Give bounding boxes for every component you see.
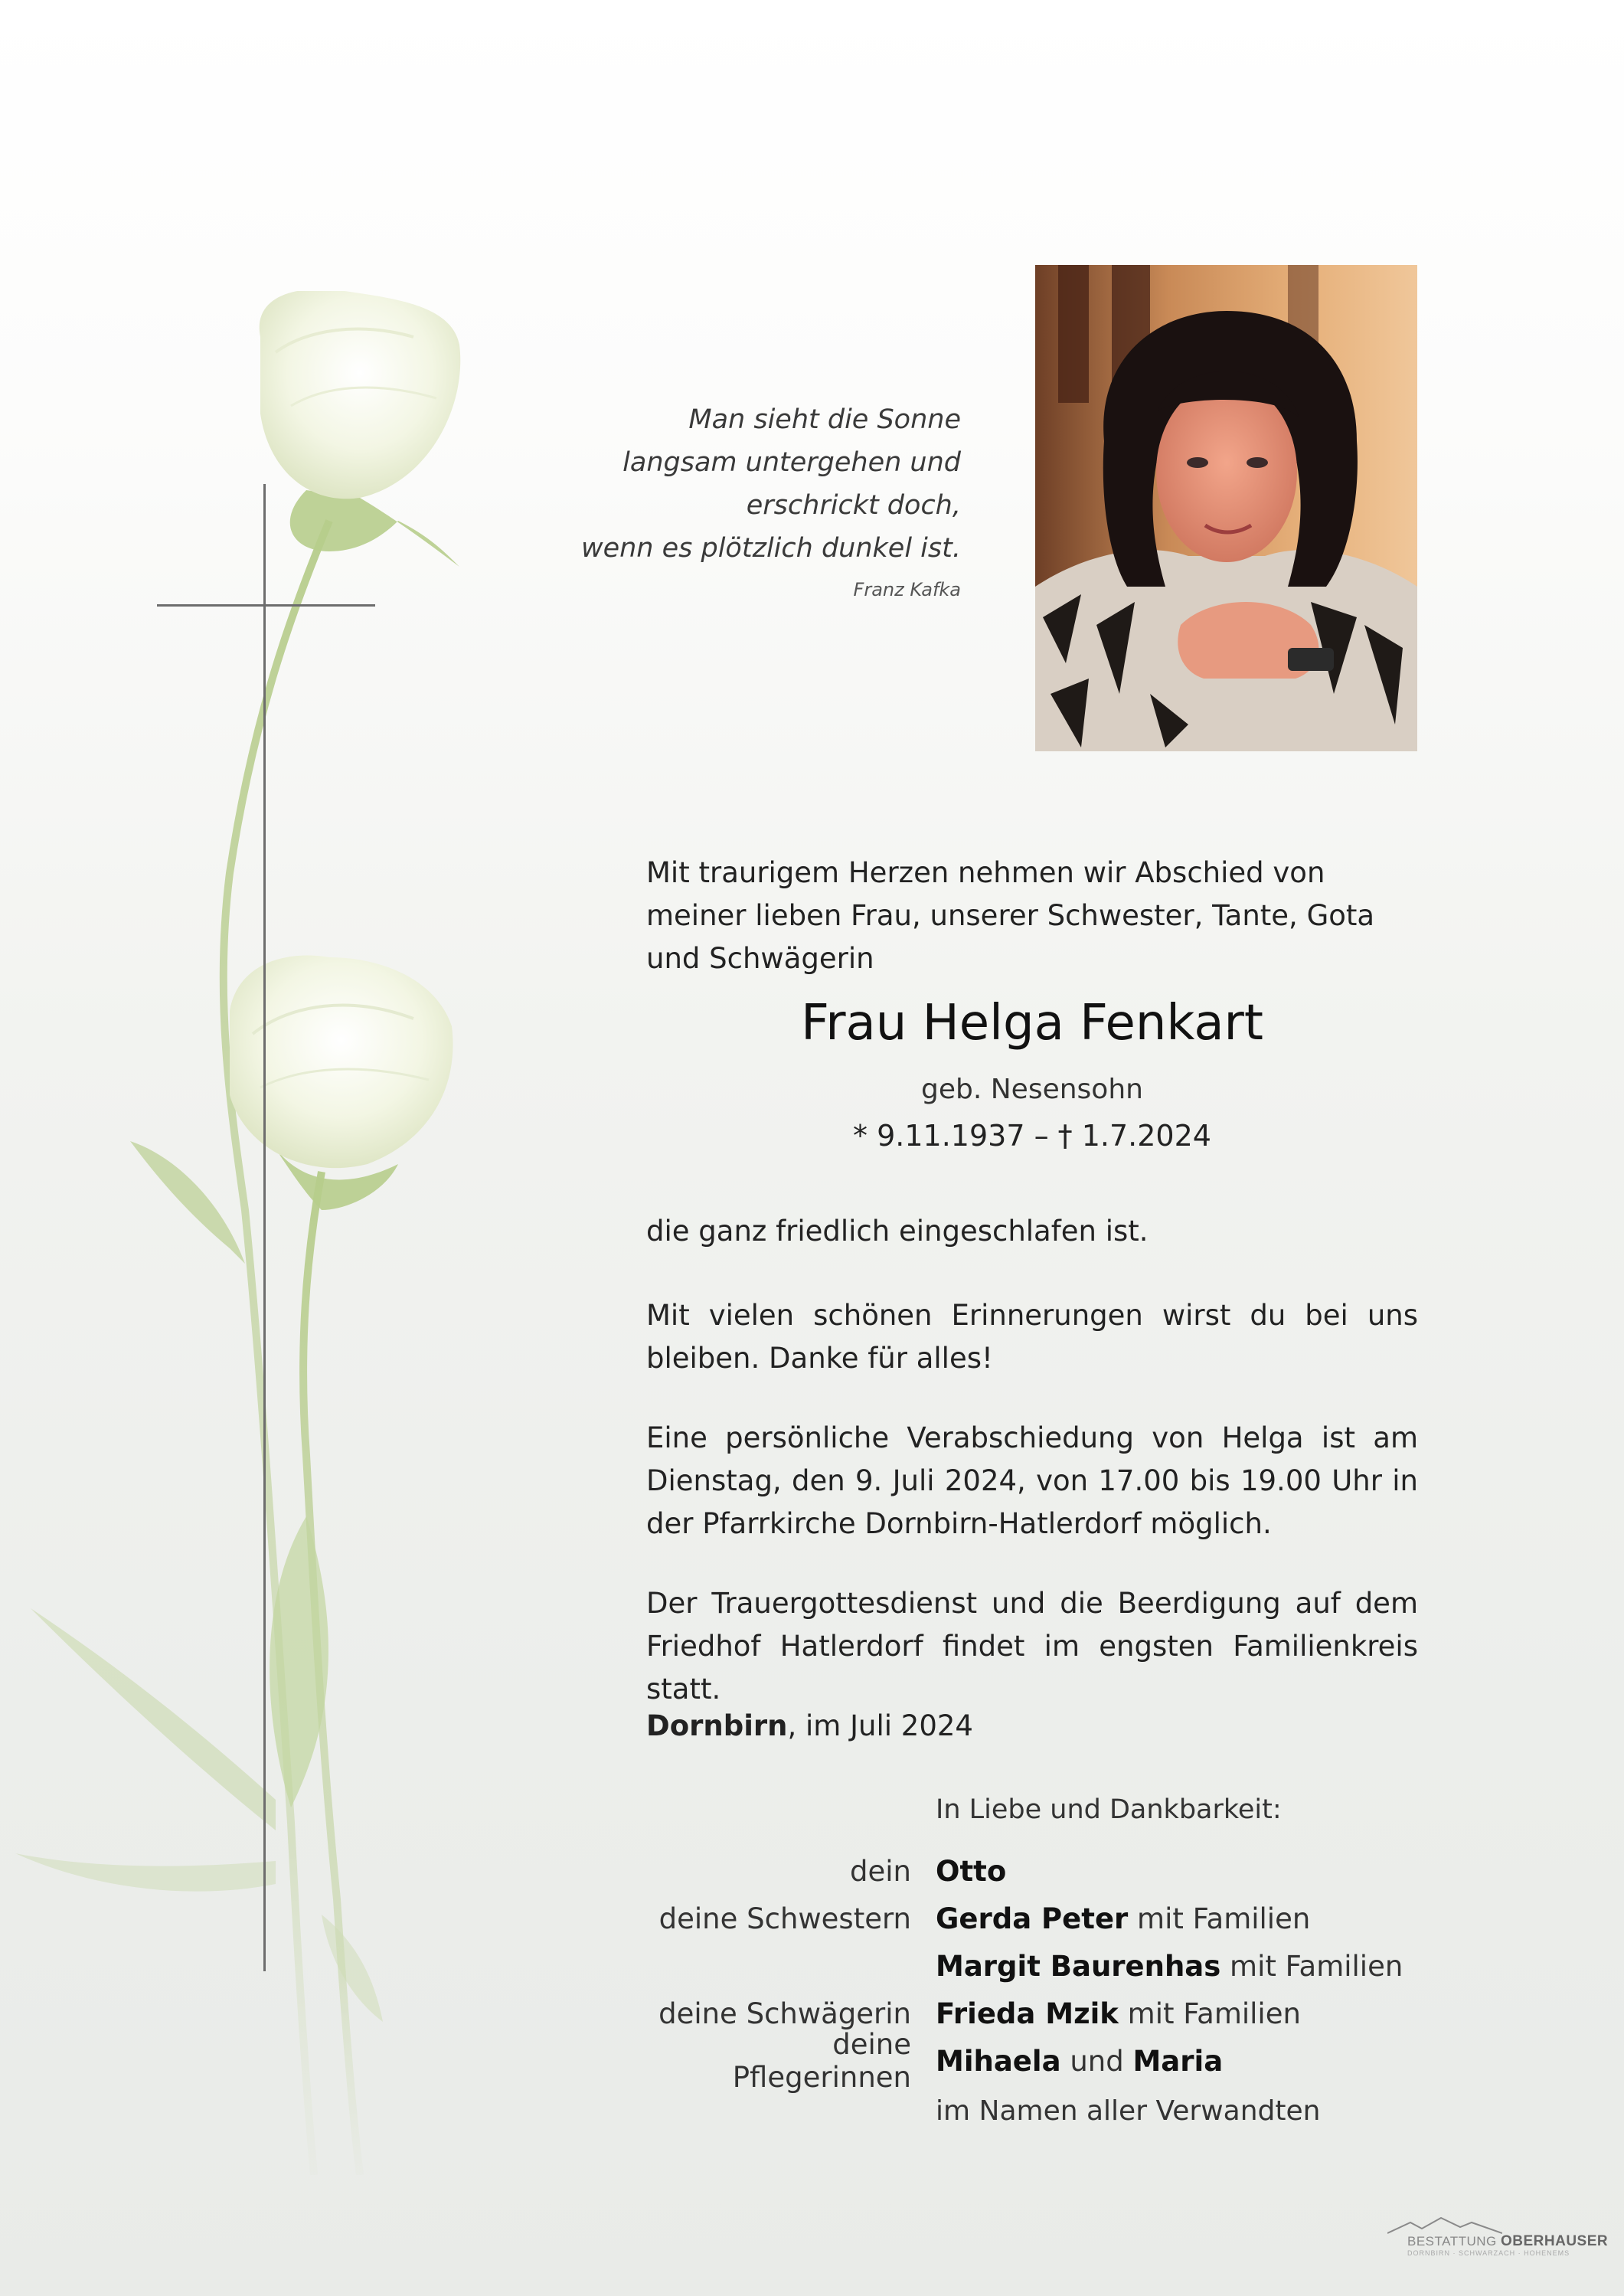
place-city: Dornbirn [646,1709,788,1742]
thanks-line: In Liebe und Dankbarkeit: [936,1794,1282,1825]
mountain-icon [1387,2216,1502,2235]
mourner-row: Margit Baurenhas mit Familien [936,1949,1403,1983]
mourners-list [646,1847,1418,2094]
mourner-relation: deine Pflegerinnen [732,2028,911,2094]
mourner-name: Mihaela [936,2044,1061,2078]
mourner-name: Gerda Peter [936,1902,1129,1935]
quote-line: wenn es plötzlich dunkel ist. [580,533,961,564]
birth-name: geb. Nesensohn [921,1074,1143,1105]
intro-text: Mit traurigem Herzen nehmen wir Abschied von meiner lieben Frau, unserer Schwester, Tante, Gota und Schwägerin [646,856,1375,975]
kafka-quote [567,398,961,600]
mourner-relation: deine Schwägerin [658,1997,911,2030]
mourner-relation: deine Schwestern [658,1902,911,1935]
cross-horizontal-bar [157,604,375,607]
mourner-row: deine Schwestern Gerda Peter mit Familien [646,1895,1418,1942]
paragraph-memories: Mit vielen schönen Erinnerungen wirst du bei uns bleiben. Danke für alles! [646,1299,1418,1375]
paragraph-peaceful: die ganz friedlich eingeschlafen ist. [646,1215,1149,1248]
life-dates: * 9.11.1937 – † 1.7.2024 [853,1119,1211,1153]
place-and-date [646,1705,973,1748]
mourner-relation: dein [850,1854,911,1888]
paragraph-funeral: Der Trauergottesdienst und die Beerdigung auf dem Friedhof Hatlerdorf findet im engsten Familienkreis statt. [646,1587,1418,1706]
funeral-home-logo [1387,2216,1609,2257]
mourner-name: Margit Baurenhas [936,1949,1221,1983]
mourner-name: Otto [936,1854,1007,1888]
mourner-row [646,1847,1418,1895]
paragraph-farewell: Eine persönliche Verabschiedung von Helga ist am Dienstag, den 9. Juli 2024, von 17.00 bis 19.00 Uhr in der Pfarrkirche Dornbirn-Hatlerdorf möglich. [646,1421,1418,1540]
logo-subtext: DORNBIRN · SCHWARZACH · HOHENEMS [1407,2249,1570,2257]
quote-line: erschrickt doch, [746,490,961,521]
logo-text: BESTATTUNG OBERHAUSER [1407,2233,1609,2249]
mourner-row: deine Pflegerinnen Mihaela und Maria [646,2037,1418,2085]
quote-line: Man sieht die Sonne [688,404,961,435]
quote-author: Franz Kafka [853,579,961,600]
closing-line: im Namen aller Verwandten [936,2095,1321,2127]
quote-line: langsam untergehen und [622,447,961,478]
place-date: , im Juli 2024 [787,1709,973,1742]
mourner-row: deine Schwägerin Frieda Mzik mit Familien [646,1990,1418,2037]
deceased-name: Frau Helga Fenkart [801,995,1263,1052]
mourner-name: Frieda Mzik [936,1997,1119,2030]
cross-vertical-bar [263,484,266,1971]
portrait-photo [1035,265,1417,751]
white-roses-image [0,291,490,2175]
